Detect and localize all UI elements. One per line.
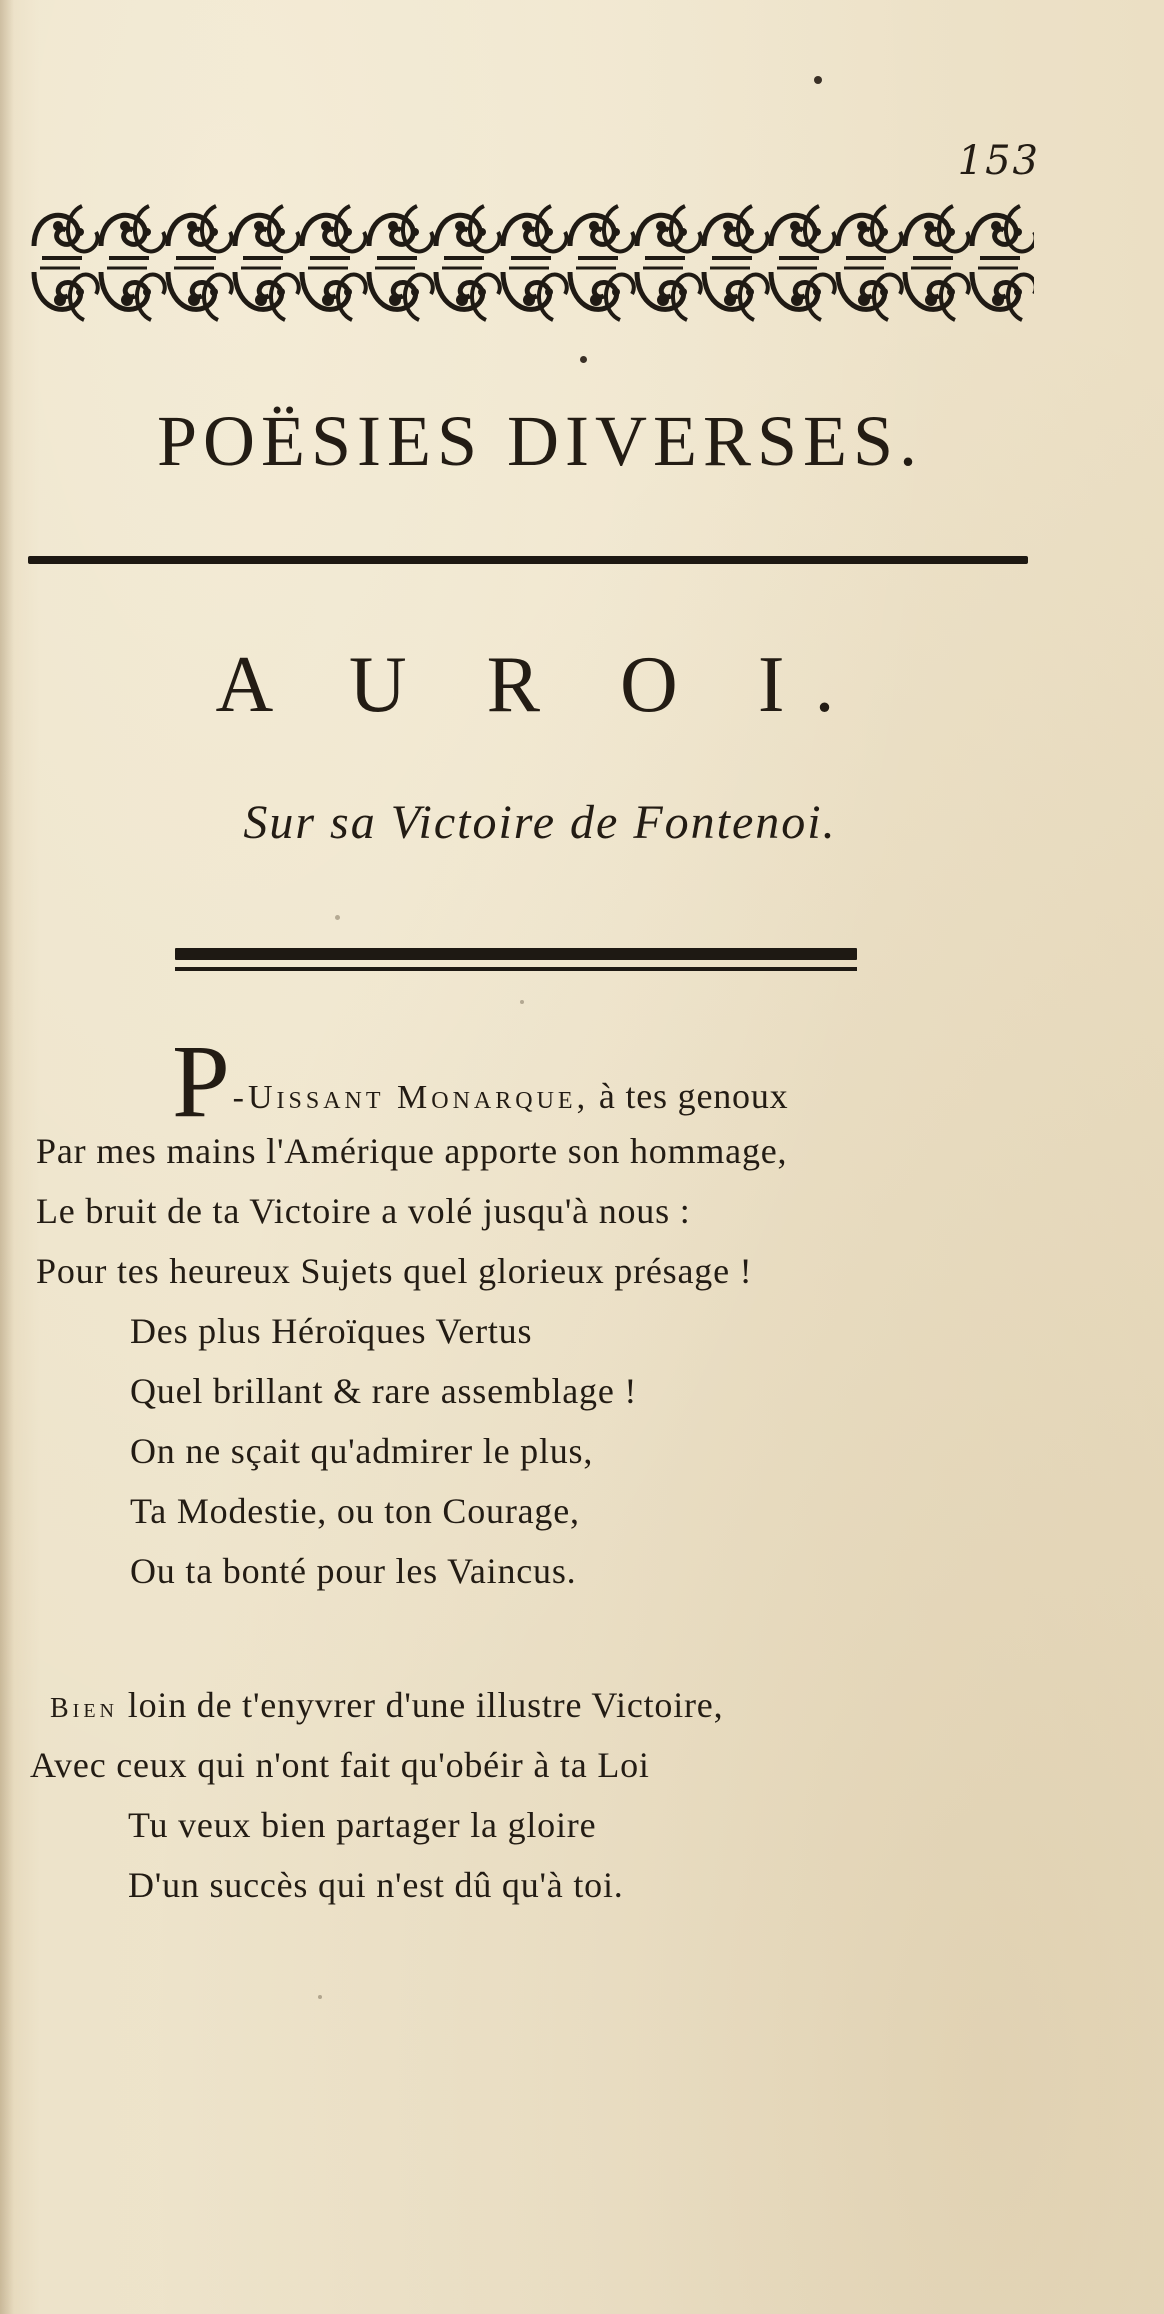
double-rule (175, 948, 857, 971)
stanza-2-first-line (50, 1684, 723, 1726)
page-number: 153 (957, 138, 1040, 184)
first-line-text: loin de t'enyvrer d'une illustre Victoire, (118, 1685, 724, 1725)
verse-line: Ou ta bonté pour les Vaincus. (130, 1551, 577, 1591)
verse-line: Quel brillant & rare assemblage ! (130, 1371, 638, 1411)
ornamental-headpiece (30, 198, 1034, 328)
verse-line: Avec ceux qui n'ont fait qu'obéir à ta Loi (30, 1745, 650, 1785)
drop-cap: P (172, 1024, 231, 1139)
paper-speck (520, 1000, 524, 1004)
horizontal-rule (28, 556, 1028, 564)
verse-line: Tu veux bien partager la gloire (128, 1805, 597, 1845)
first-line-text: à tes genoux (589, 1076, 789, 1116)
section-title: POËSIES DIVERSES. (156, 401, 924, 481)
verse-line: D'un succès qui n'est dû qu'à toi. (128, 1865, 624, 1905)
poem-title: A U R O I. (215, 641, 865, 729)
verse-line: Pour tes heureux Sujets quel glorieux présage ! (36, 1251, 753, 1291)
paper-speck (335, 915, 340, 920)
gutter-shadow (0, 0, 14, 2314)
verse-line: Le bruit de ta Victoire a volé jusqu'à nous : (36, 1191, 691, 1231)
paper-speck (318, 1995, 322, 1999)
verse-line: Par mes mains l'Amérique apporte son hommage, (36, 1131, 788, 1171)
opening-small-caps: Bien (50, 1693, 118, 1724)
verse-line: Ta Modestie, ou ton Courage, (130, 1491, 580, 1531)
poem-subtitle: Sur sa Victoire de Fontenoi. (243, 796, 837, 849)
printer-mark (814, 76, 822, 84)
stanza-1-first-line (172, 1024, 789, 1139)
verse-line: Des plus Héroïques Vertus (130, 1311, 533, 1351)
printer-mark (580, 356, 587, 363)
opening-small-caps: -Uissant Monarque, (232, 1079, 590, 1116)
verse-line: On ne sçait qu'admirer le plus, (130, 1431, 594, 1471)
